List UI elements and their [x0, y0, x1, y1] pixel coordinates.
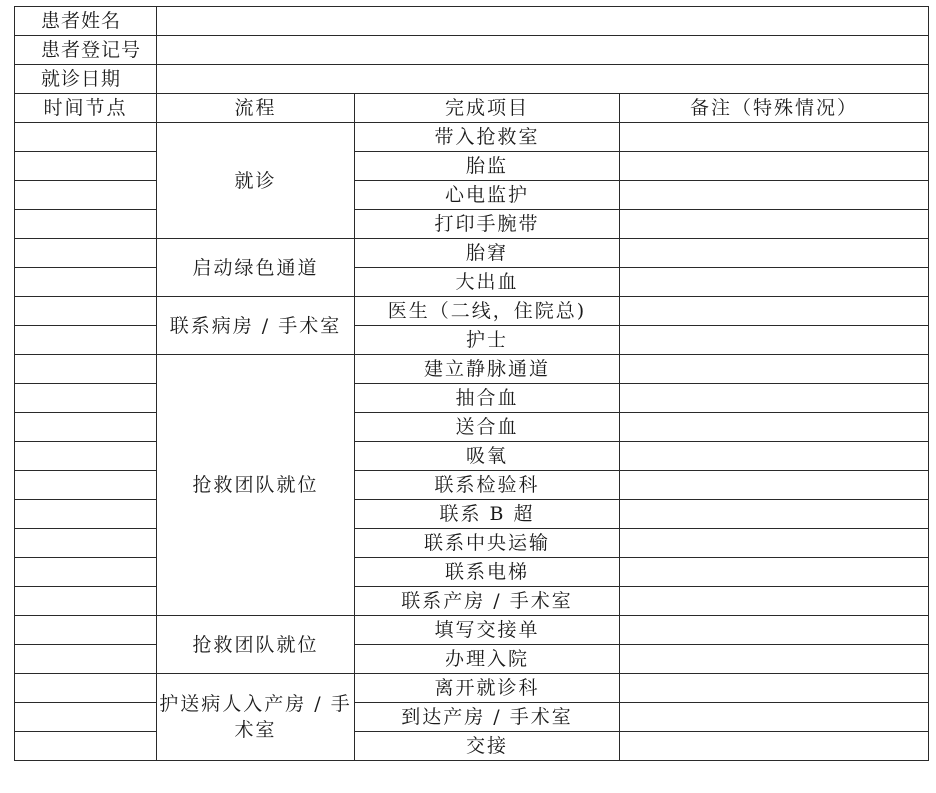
header-field-row: [15, 36, 929, 65]
table-row: [15, 645, 929, 674]
item-cell: 联系电梯: [355, 558, 620, 587]
form-body: [15, 7, 929, 761]
item-cell: 胎窘: [355, 239, 620, 268]
field-value[interactable]: [157, 36, 929, 65]
header-field-row: [15, 65, 929, 94]
field-label: 患者登记号: [15, 36, 157, 65]
time-node-cell[interactable]: [15, 355, 157, 384]
time-node-cell[interactable]: [15, 123, 157, 152]
note-cell[interactable]: [620, 326, 929, 355]
note-cell[interactable]: [620, 442, 929, 471]
table-row: [15, 268, 929, 297]
time-node-cell[interactable]: [15, 181, 157, 210]
note-cell[interactable]: [620, 210, 929, 239]
item-cell: 联系 B 超: [355, 500, 620, 529]
note-cell[interactable]: [620, 152, 929, 181]
note-cell[interactable]: [620, 239, 929, 268]
note-cell[interactable]: [620, 413, 929, 442]
note-cell[interactable]: [620, 297, 929, 326]
item-cell: 心电监护: [355, 181, 620, 210]
process-cell: 抢救团队就位: [157, 616, 355, 674]
item-cell: 打印手腕带: [355, 210, 620, 239]
table-row: [15, 500, 929, 529]
time-node-cell[interactable]: [15, 210, 157, 239]
table-row: [15, 442, 929, 471]
time-node-cell[interactable]: [15, 645, 157, 674]
item-cell: 送合血: [355, 413, 620, 442]
note-cell[interactable]: [620, 471, 929, 500]
field-label: 就诊日期: [15, 65, 157, 94]
time-node-cell[interactable]: [15, 558, 157, 587]
table-row: [15, 152, 929, 181]
process-cell: 就诊: [157, 123, 355, 239]
table-row: [15, 181, 929, 210]
item-cell: 胎监: [355, 152, 620, 181]
note-cell[interactable]: [620, 123, 929, 152]
note-cell[interactable]: [620, 355, 929, 384]
note-cell[interactable]: [620, 384, 929, 413]
time-node-cell[interactable]: [15, 703, 157, 732]
table-row: [15, 616, 929, 645]
note-cell[interactable]: [620, 529, 929, 558]
item-cell: 交接: [355, 732, 620, 761]
item-cell: 带入抢救室: [355, 123, 620, 152]
time-node-cell[interactable]: [15, 500, 157, 529]
table-row: [15, 239, 929, 268]
process-cell: 护送病人入产房 / 手术室: [157, 674, 355, 761]
header-field-row: [15, 7, 929, 36]
table-row: [15, 413, 929, 442]
column-header: 时间节点: [15, 94, 157, 123]
note-cell[interactable]: [620, 645, 929, 674]
column-header: 流程: [157, 94, 355, 123]
item-cell: 建立静脉通道: [355, 355, 620, 384]
column-header: 备注（特殊情况）: [620, 94, 929, 123]
time-node-cell[interactable]: [15, 587, 157, 616]
item-cell: 医生（二线，住院总): [355, 297, 620, 326]
table-row: [15, 703, 929, 732]
note-cell[interactable]: [620, 732, 929, 761]
item-cell: 联系检验科: [355, 471, 620, 500]
process-cell: 联系病房 / 手术室: [157, 297, 355, 355]
note-cell[interactable]: [620, 558, 929, 587]
time-node-cell[interactable]: [15, 732, 157, 761]
item-cell: 到达产房 / 手术室: [355, 703, 620, 732]
table-row: [15, 326, 929, 355]
table-row: [15, 471, 929, 500]
time-node-cell[interactable]: [15, 297, 157, 326]
table-row: [15, 297, 929, 326]
time-node-cell[interactable]: [15, 384, 157, 413]
note-cell[interactable]: [620, 674, 929, 703]
time-node-cell[interactable]: [15, 268, 157, 297]
time-node-cell[interactable]: [15, 471, 157, 500]
item-cell: 吸氧: [355, 442, 620, 471]
table-row: [15, 384, 929, 413]
table-row: [15, 210, 929, 239]
note-cell[interactable]: [620, 181, 929, 210]
item-cell: 离开就诊科: [355, 674, 620, 703]
table-row: [15, 123, 929, 152]
table-row: [15, 732, 929, 761]
note-cell[interactable]: [620, 587, 929, 616]
note-cell[interactable]: [620, 616, 929, 645]
time-node-cell[interactable]: [15, 152, 157, 181]
table-row: [15, 674, 929, 703]
item-cell: 填写交接单: [355, 616, 620, 645]
process-cell: 启动绿色通道: [157, 239, 355, 297]
time-node-cell[interactable]: [15, 442, 157, 471]
time-node-cell[interactable]: [15, 529, 157, 558]
table-row: [15, 355, 929, 384]
table-row: [15, 558, 929, 587]
note-cell[interactable]: [620, 703, 929, 732]
time-node-cell[interactable]: [15, 239, 157, 268]
column-header: 完成项目: [355, 94, 620, 123]
item-cell: 大出血: [355, 268, 620, 297]
emergency-flow-form: [14, 6, 929, 761]
note-cell[interactable]: [620, 500, 929, 529]
time-node-cell[interactable]: [15, 413, 157, 442]
table-row: [15, 529, 929, 558]
field-value[interactable]: [157, 7, 929, 36]
time-node-cell[interactable]: [15, 674, 157, 703]
process-cell: 抢救团队就位: [157, 355, 355, 616]
table-row: [15, 587, 929, 616]
time-node-cell[interactable]: [15, 616, 157, 645]
field-label: 患者姓名: [15, 7, 157, 36]
item-cell: 抽合血: [355, 384, 620, 413]
item-cell: 联系产房 / 手术室: [355, 587, 620, 616]
time-node-cell[interactable]: [15, 326, 157, 355]
note-cell[interactable]: [620, 268, 929, 297]
column-header-row: [15, 94, 929, 123]
item-cell: 联系中央运输: [355, 529, 620, 558]
item-cell: 办理入院: [355, 645, 620, 674]
field-value[interactable]: [157, 65, 929, 94]
item-cell: 护士: [355, 326, 620, 355]
